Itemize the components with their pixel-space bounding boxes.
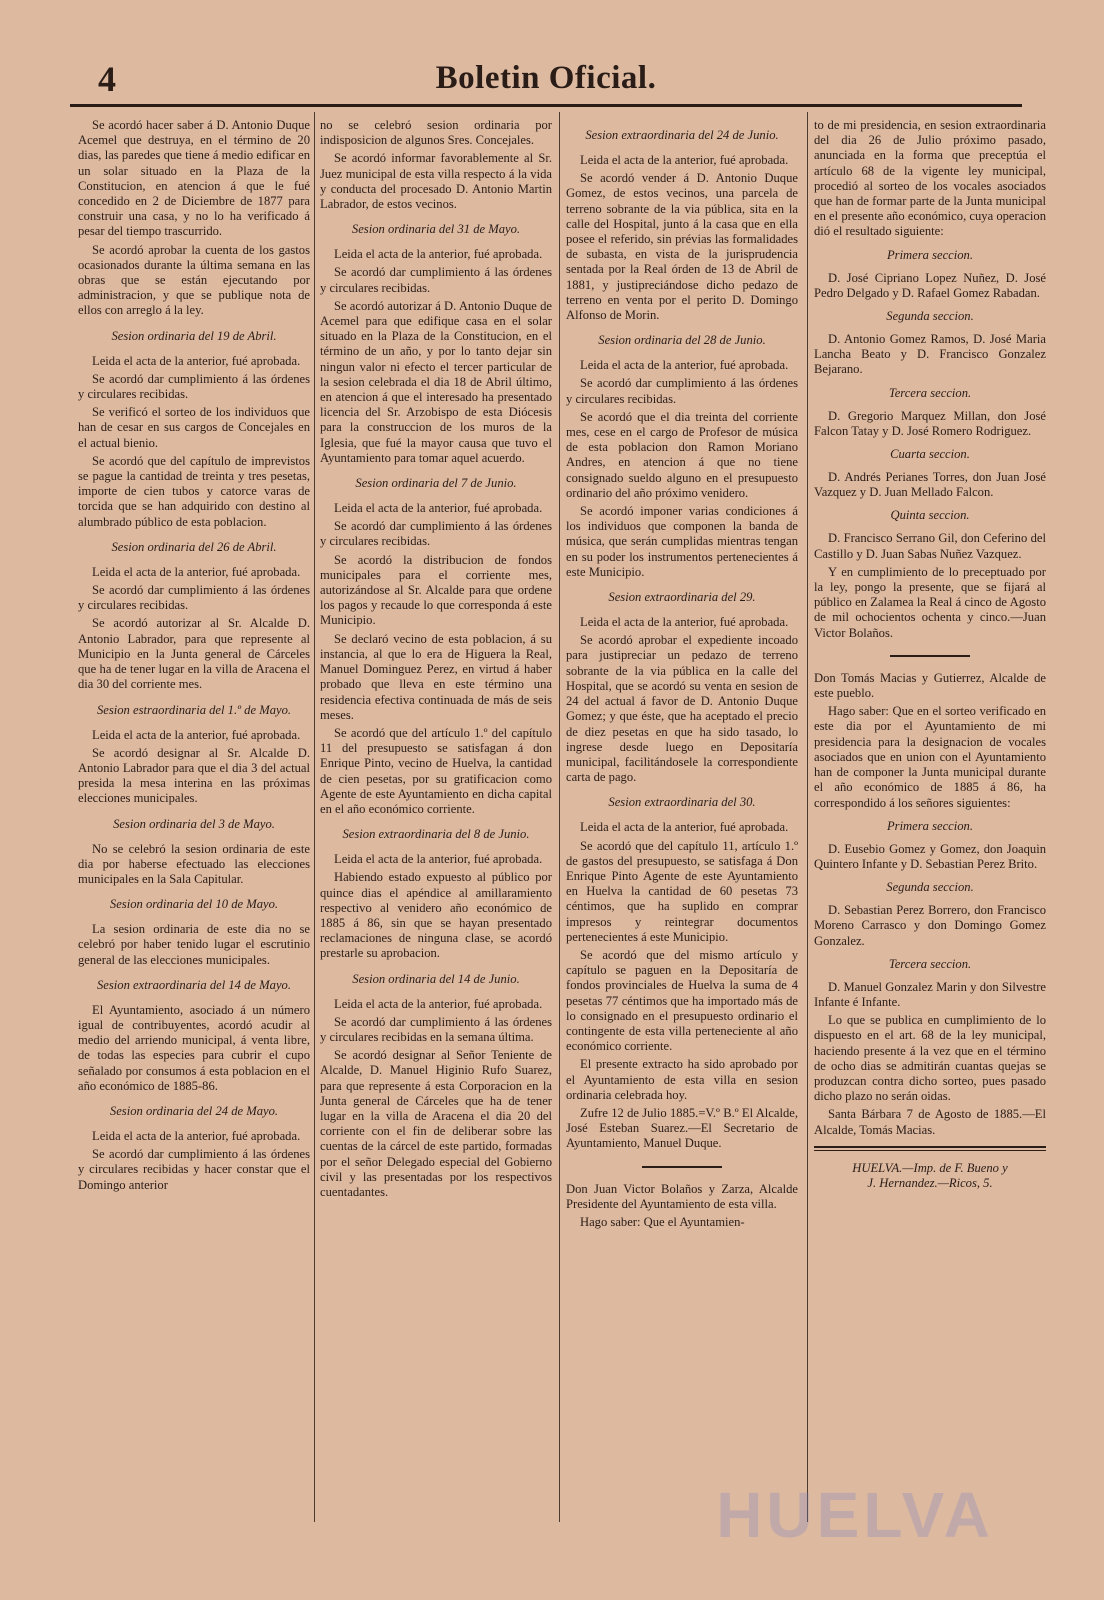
paragraph: Se declaró vecino de esta poblacion, á su instancia, al que lo era de Higuera la Real, Manuel Dominguez Perez, en virtud á haber probado que lleva en este término una residencia efectiva continuada de más de seis meses. xyxy=(320,631,552,722)
paragraph: Se acordó autorizar á D. Antonio Duque de Acemel para que edifique casa en el solar situado en la Plaza de la Constitucion, en el término de un año, y por lo tanto dejar sin ningun valor ni efecto el tercer particular de la sesion celebrada el dia 18 de Abril último, en atencion á que el interesado ha presentado licencia del Sr. Arzobispo de esta Diócesis para la construccion de los muros de la Iglesia, que fué la mayor causa que tuvo el Ayuntamiento para tomar aquel acuerdo. xyxy=(320,298,552,465)
column-divider xyxy=(314,112,315,1522)
paragraph: Leida el acta de la anterior, fué aprobada. xyxy=(580,820,789,835)
paragraph: Leida el acta de la anterior, fué aprobada. xyxy=(580,153,789,167)
paragraph: Se acordó hacer saber á D. Antonio Duque Acemel que destruya, en el término de 20 dias, las paredes que tiene á medio edificar en un solar situado en la Plaza de la Constitucion, en atencion á que le fué concedido en 2 de Diciembre de 1877 para construir una casa, y no lo ha verificado á pesar del tiempo trascurrido. xyxy=(78,118,310,239)
session-heading: Sesion extraordinaria del 8 de Junio. xyxy=(342,827,530,842)
paragraph: Leida el acta de la anterior, fué aprobada. xyxy=(92,1128,301,1143)
paragraph: D. Andrés Perianes Torres, don Juan José Vazquez y D. Juan Mellado Falcon. xyxy=(814,470,1046,500)
paragraph: Se acordó aprobar la cuenta de los gastos ocasionados durante la última semana en las obras que se están ejecutando por administracion, y que se publique nota de ellos con arreglo á la ley. xyxy=(78,242,310,318)
section-heading: Tercera seccion. xyxy=(888,956,972,971)
section-heading: Tercera seccion. xyxy=(888,385,972,400)
paragraph: Se acordó dar cumplimiento á las órdenes y circulares recibidas. xyxy=(78,583,310,613)
double-rule xyxy=(814,1146,1046,1151)
paragraph: Se acordó la distribucion de fondos municipales para el corriente mes, autorizándose al Sr. Alcalde para que ordene los pagos y recaude lo que corresponda á este Municipio. xyxy=(320,552,552,628)
session-heading: Sesion ordinaria del 24 de Mayo. xyxy=(109,1103,279,1118)
session-heading: Sesion ordinaria del 26 de Abril. xyxy=(111,539,277,554)
paragraph: Se acordó aprobar el expediente incoado para justipreciar un pedazo de terreno sobrante de la via pública en la calle del Hospital, que se acordó su venta en sesion de 24 del actual á favor de D. Antonio Duque Gomez; y que éste, que ha aceptado el precio de diez pesetas en que ha sido tasado, lo ingrese desde luego en Depositaría municipal, facilitándosele la correspondiente carta de pago. xyxy=(566,633,798,785)
paragraph: Don Juan Victor Bolaños y Zarza, Alcalde Presidente del Ayuntamiento de esta villa. xyxy=(566,1181,798,1211)
paragraph: No se celebró la sesion ordinaria de este dia por haberse efectuado las elecciones municipales en la Sala Capitular. xyxy=(78,841,310,886)
paragraph: Zufre 12 de Julio 1885.=V.º B.º El Alcalde, José Esteban Suarez.—El Secretario de Ayuntamiento, Manuel Duque. xyxy=(566,1105,798,1151)
session-heading: Sesion extraordinaria del 14 de Mayo. xyxy=(96,977,291,992)
paragraph: D. Francisco Serrano Gil, don Ceferino del Castillo y D. Juan Sabas Nuñez Vazquez. xyxy=(814,531,1046,561)
session-heading: Sesion estraordinaria del 1.º de Mayo. xyxy=(96,702,292,717)
paragraph: Leida el acta de la anterior, fué aprobada. xyxy=(334,852,543,867)
paragraph: Leida el acta de la anterior, fué aprobada. xyxy=(334,247,543,262)
paragraph: Leida el acta de la anterior, fué aprobada. xyxy=(580,358,789,373)
paragraph: Se acordó autorizar al Sr. Alcalde D. Antonio Labrador, para que represente al Municipio en la Junta general de Cárceles que ha de tener lugar en la villa de Aracena el dia 30 del corriente mes. xyxy=(78,616,310,692)
paragraph: Leida el acta de la anterior, fué aprobada. xyxy=(334,996,543,1011)
imprint-line-1: HUELVA.—Imp. de F. Bueno y xyxy=(852,1160,1008,1175)
section-heading: Quinta seccion. xyxy=(890,508,970,523)
paragraph: Se acordó dar cumplimiento á las órdenes y circulares recibidas. xyxy=(320,265,552,295)
page-number: 4 xyxy=(98,59,116,99)
paragraph: El presente extracto ha sido aprobado por el Ayuntamiento de esta villa en sesion ordinaria celebrada hoy. xyxy=(566,1057,798,1102)
newspaper-title: Boletin Oficial. xyxy=(435,60,657,96)
session-heading: Sesion ordinaria del 31 de Mayo. xyxy=(351,222,521,237)
paragraph: to de mi presidencia, en sesion extraordinaria del dia 26 de Julio próximo pasado, anunciada en la forma que preceptúa el artículo 68 de la vigente ley municipal, procedió al sorteo de los vocales asociados que han de formar parte de la Junta municipal en el presente año económico, cuya operacion dió el resultado siguiente: xyxy=(814,118,1046,239)
section-heading: Cuarta seccion. xyxy=(890,447,970,462)
paragraph: D. Gregorio Marquez Millan, don José Falcon Tatay y D. José Romero Rodriguez. xyxy=(814,408,1046,438)
paragraph: Se acordó dar cumplimiento á las órdenes y circulares recibidas. xyxy=(566,376,798,406)
paragraph: Se acordó informar favorablemente al Sr. Juez municipal de esta villa respecto á la vida y conducta del procesado D. Antonio Martin Labrador, de estos vecinos. xyxy=(320,151,552,212)
paragraph: Se acordó imponer varias condiciones á los individuos que componen la banda de música, que serán cumplidas mientras tengan en su poder los instrumentos pertenecientes á este Municipio. xyxy=(566,504,798,579)
archive-watermark: HUELVA xyxy=(716,1479,994,1551)
paragraph: Hago saber: Que el Ayuntamien- xyxy=(580,1214,745,1229)
paragraph: Y en cumplimiento de lo preceptuado por la ley, pongo la presente, que se fijará al público en Zalamea la Real á cinco de Agosto de mil ochocientos ochenta y cinco.—Juan Victor Bolaños. xyxy=(814,564,1046,640)
session-heading: Sesion ordinaria del 3 de Mayo. xyxy=(113,816,275,831)
paragraph: Habiendo estado expuesto al público por quince dias el apéndice al amillaramiento respectivo al venidero año económico de 1885 á 86, sin que se hayan presentado reclamaciones de ninguna clase, se acordó prestarle su aprobacion. xyxy=(320,870,552,961)
section-heading: Segunda seccion. xyxy=(886,880,974,895)
paragraph: Se acordó que del mismo artículo y capítulo se paguen en la Depositaría de fondos provinciales de Huelva la suma de 4 pesetas 77 céntimos que ha importado más de lo consignado en el presupuesto ordinario el contingente de esta villa perteneciente al año económico corriente. xyxy=(566,947,798,1054)
paragraph: D. Manuel Gonzalez Marin y don Silvestre Infante é Infante. xyxy=(814,979,1046,1009)
session-heading: Sesion extraordinaria del 24 de Junio. xyxy=(585,128,779,142)
paragraph: Se acordó dar cumplimiento á las órdenes y circulares recibidas. xyxy=(320,519,552,549)
paragraph: D. Antonio Gomez Ramos, D. José Maria Lancha Beato y D. Francisco Gonzalez Bejarano. xyxy=(814,332,1046,377)
column-divider xyxy=(559,112,560,1522)
paragraph: Santa Bárbara 7 de Agosto de 1885.—El Alcalde, Tomás Macias. xyxy=(814,1107,1046,1137)
paragraph: Se acordó que del capítulo 11, artículo 1.º de gastos del presupuesto, se satisfaga á Don Enrique Pinto Agente de este Ayuntamiento en Huelva la cantidad de 60 pesetas 73 céntimos, que ha suplido en comprar impresos y reintegrar documentos pertenecientes á este Municipio. xyxy=(566,838,798,944)
printer-imprint xyxy=(814,1161,1046,1191)
header-rule xyxy=(70,104,1022,107)
paragraph: Se verificó el sorteo de los individuos que han de cesar en sus cargos de Concejales en el actual bienio. xyxy=(78,405,310,450)
paragraph: Leida el acta de la anterior, fué aprobada. xyxy=(92,727,301,742)
paragraph: Hago saber: Que en el sorteo verificado en este dia por el Ayuntamiento de mi presidencia para la designacion de vocales asociados que en union con el Ayuntamiento han de componer la Junta municipal durante el año económico de 1885 á 86, ha correspondido á los señores siguientes: xyxy=(814,704,1046,810)
paragraph: Leida el acta de la anterior, fué aprobada. xyxy=(334,501,543,516)
section-heading: Primera seccion. xyxy=(886,818,974,833)
paragraph: Se acordó vender á D. Antonio Duque Gomez, de estos vecinos, una parcela de terreno sobrante de la via pública, sita en la calle del Hospital, junto á la casa que en ella posee el referido, sin prévias las formalidades de subasta, en vista de la jurisprudencia sentada por la Real órden de 13 de Abril de 1881, y justipreciándose dicho pedazo de terreno en venta por el perito D. Domingo Alfonso de Morin. xyxy=(566,171,798,323)
paragraph: Don Tomás Macias y Gutierrez, Alcalde de este pueblo. xyxy=(814,670,1046,701)
section-heading: Primera seccion. xyxy=(886,247,974,262)
column-4 xyxy=(814,118,1046,1191)
session-heading: Sesion ordinaria del 28 de Junio. xyxy=(598,333,766,348)
paragraph: Se acordó que del capítulo de imprevistos se pague la cantidad de treinta y tres pesetas, importe de cien tubos y catorce varas de torcida que se han adquirido con destino al alumbrado público de esta poblacion. xyxy=(78,453,310,529)
paragraph: La sesion ordinaria de este dia no se celebró por haber tenido lugar el escrutinio general de las elecciones municipales. xyxy=(78,922,310,967)
imprint-line-2: J. Hernandez.—Ricos, 5. xyxy=(867,1175,993,1190)
section-heading: Segunda seccion. xyxy=(886,309,974,324)
session-heading: Sesion ordinaria del 10 de Mayo. xyxy=(109,897,279,912)
separator-rule xyxy=(642,1166,722,1168)
paragraph: Leida el acta de la anterior, fué aprobada. xyxy=(92,353,301,368)
paragraph: Se acordó designar al Señor Teniente de Alcalde, D. Manuel Higinio Rufo Suarez, para que represente á esta Corporacion en la Junta general de Cárceles que ha de tener lugar en la villa de Aracena el dia 20 del corriente con el fin de deliberar sobre las cuentas de la cárcel de este partido, formadas por el señor Delegado especial del Gobierno civil y las presentadas por los respectivos cuentadantes. xyxy=(320,1048,552,1199)
paragraph: Leida el acta de la anterior, fué aprobada. xyxy=(580,615,789,630)
paragraph: Se acordó dar cumplimiento á las órdenes y circulares recibidas en la semana última. xyxy=(320,1014,552,1044)
paragraph: Se acordó dar cumplimiento á las órdenes y circulares recibidas y hacer constar que el Domingo anterior xyxy=(78,1147,310,1192)
paragraph: no se celebró sesion ordinaria por indisposicion de algunos Sres. Concejales. xyxy=(320,118,552,148)
paragraph: Se acordó que del artículo 1.º del capítulo 11 del presupuesto se satisfagan á don Enrique Pinto, vecino de Huelva, la cantidad de cien pesetas, por su gratificacion como Agente de este Ayuntamiento en dicha capital en el año económico corriente. xyxy=(320,725,552,816)
page-header xyxy=(70,58,1022,100)
session-heading: Sesion ordinaria del 14 de Junio. xyxy=(352,971,520,986)
column-3 xyxy=(566,118,798,1233)
column-divider xyxy=(807,112,808,1522)
session-heading: Sesion extraordinaria del 29. xyxy=(608,590,756,605)
paragraph: D. José Cipriano Lopez Nuñez, D. José Pedro Delgado y D. Rafael Gomez Rabadan. xyxy=(814,270,1046,300)
paragraph: Se acordó designar al Sr. Alcalde D. Antonio Labrador para que el dia 3 del actual presida la mesa interina en las próximas elecciones municipales. xyxy=(78,745,310,806)
paragraph: D. Eusebio Gomez y Gomez, don Joaquin Quintero Infante y D. Sebastian Perez Brito. xyxy=(814,841,1046,871)
paragraph: Se acordó dar cumplimiento á las órdenes y circulares recibidas. xyxy=(78,371,310,402)
paragraph: Leida el acta de la anterior, fué aprobada. xyxy=(92,564,301,579)
column-1 xyxy=(78,118,310,1196)
session-heading: Sesion ordinaria del 7 de Junio. xyxy=(355,476,517,491)
session-heading: Sesion extraordinaria del 30. xyxy=(608,795,756,810)
paragraph: El Ayuntamiento, asociado á un número igual de contribuyentes, acordó acudir al medio del arriendo municipal, á venta libre, de todas las especies para cubrir el cupo señalado por consumos á esta poblacion en el año económico de 1885-86. xyxy=(78,1002,310,1093)
separator-rule xyxy=(890,655,970,657)
paragraph: D. Sebastian Perez Borrero, don Francisco Moreno Carrasco y don Domingo Gomez Gonzalez. xyxy=(814,903,1046,948)
paragraph: Se acordó que el dia treinta del corriente mes, cese en el cargo de Profesor de música de esta poblacion don Ramon Moriano Andres, en atencion á que no tiene consignado sueldo alguno en el presupuesto ordinario del año próximo venidero. xyxy=(566,409,798,500)
session-heading: Sesion ordinaria del 19 de Abril. xyxy=(111,328,277,343)
paragraph: Lo que se publica en cumplimiento de lo dispuesto en el art. 68 de la ley municipal, haciendo presente á la vez que en el término de ocho dias se admitirán cuantas quejas se produzcan contra dicho sorteo, pues pasado dicho plazo no serán oidas. xyxy=(814,1013,1046,1104)
column-2 xyxy=(320,118,552,1203)
